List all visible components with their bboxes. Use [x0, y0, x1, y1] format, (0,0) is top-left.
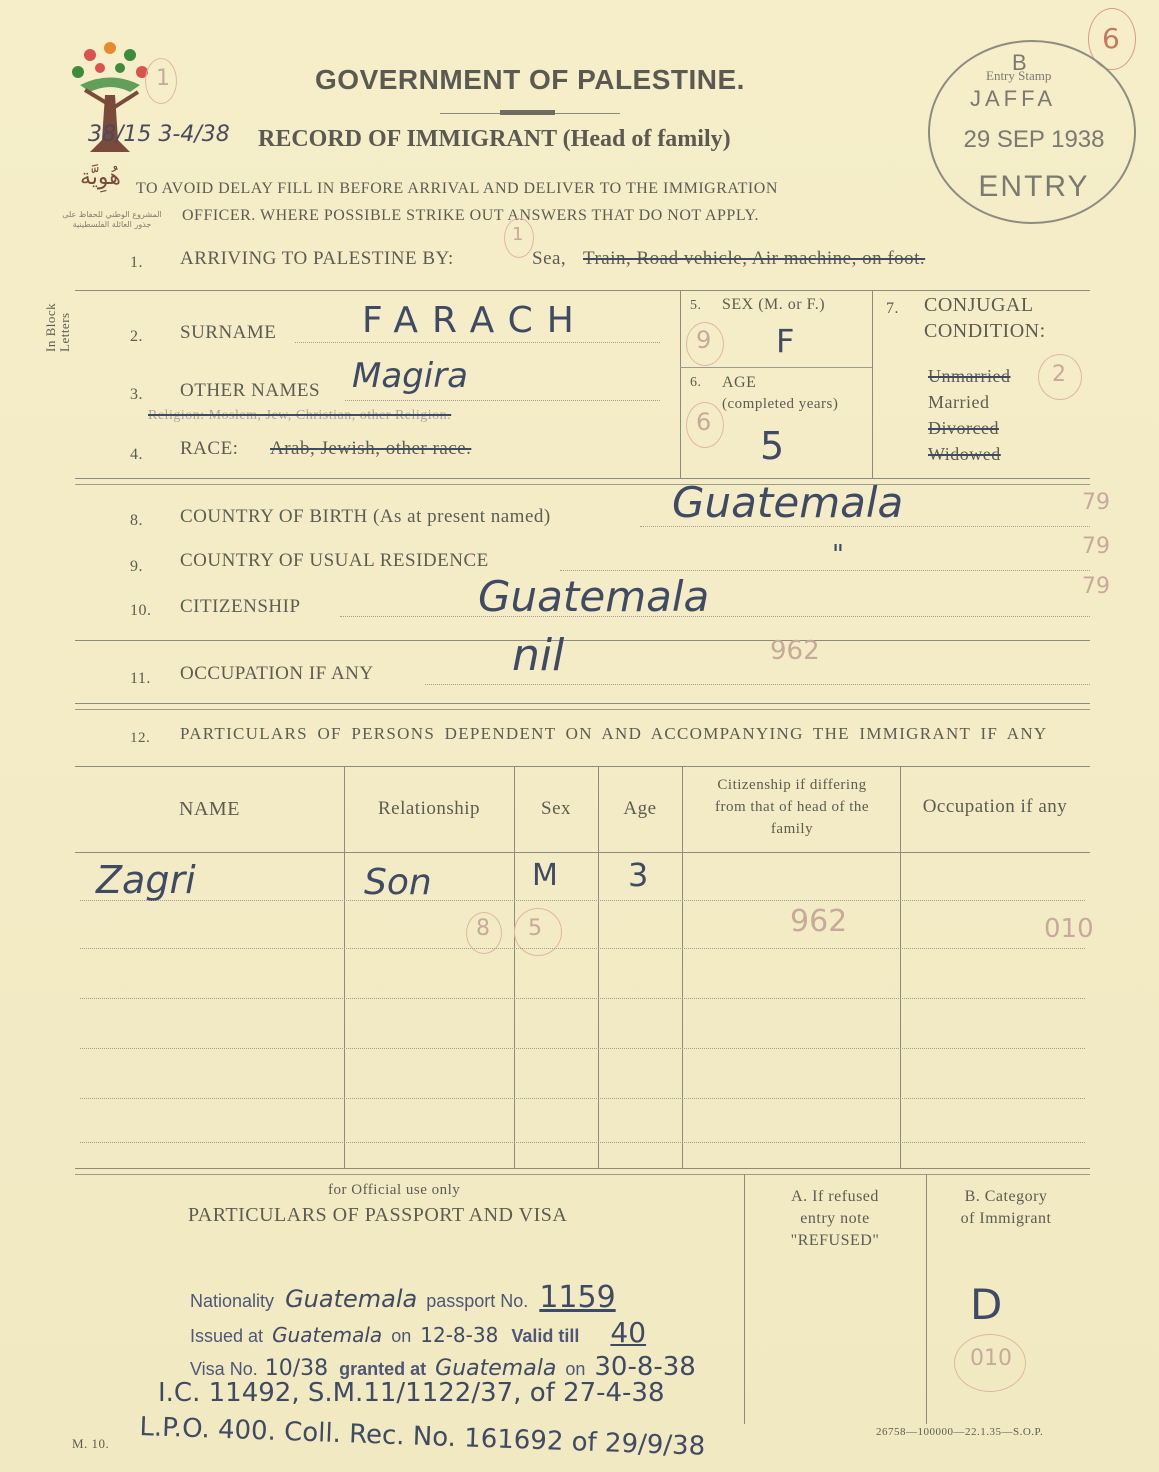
q11-line: [425, 684, 1090, 685]
q2-label: SURNAME: [180, 322, 277, 343]
entry-stamp: [928, 40, 1136, 224]
official-top-rule: [75, 1168, 1090, 1169]
col-a-line3: "REFUSED": [790, 1232, 880, 1249]
table-header-rule: [75, 852, 1090, 853]
category-value: D: [970, 1280, 1003, 1329]
table-row-line-1: [80, 900, 1085, 901]
occupation-value: nil: [512, 630, 565, 681]
conjugal-widowed: Widowed: [928, 444, 1001, 464]
visa-value: 10/38: [264, 1356, 329, 1381]
table-row-line-3: [80, 998, 1085, 999]
issued-row: [190, 1316, 646, 1349]
q4-struck: Arab, Jewish, other race.: [270, 438, 472, 459]
q5-pencil: 9: [696, 326, 712, 354]
table-col-3: [598, 766, 599, 1168]
visa-label: Visa No.: [190, 1359, 258, 1379]
valid-label: Valid till: [511, 1326, 580, 1346]
surname-value: FARACH: [362, 300, 588, 341]
circled-mark-text: 1: [156, 66, 170, 91]
rule-2: [75, 478, 1090, 479]
form-subtitle: RECORD OF IMMIGRANT (Head of family): [258, 126, 731, 152]
q9-pencil: 79: [1082, 534, 1110, 559]
table-col-5: [900, 766, 901, 1168]
table-header-sex: Sex: [541, 798, 571, 819]
granted-on-value: 30-8-38: [594, 1352, 696, 1382]
passport-label: passport No.: [426, 1291, 529, 1311]
official-title: PARTICULARS OF PASSPORT AND VISA: [188, 1204, 568, 1226]
q8-pencil: 79: [1082, 490, 1110, 515]
nationality-row: [190, 1280, 616, 1315]
q7-label-line1: CONJUGAL: [924, 294, 1034, 316]
rule-3: [75, 640, 1090, 641]
table-pencil-1: 8: [476, 916, 490, 941]
religion-line: Religion: Moslem, Jew, Christian, other Religion.: [148, 408, 452, 423]
rule-1: [75, 290, 1090, 291]
q3-line: [345, 400, 660, 401]
dependent-relationship: Son: [364, 862, 432, 903]
q1-struck: Train, Road vehicle, Air machine, on foot.: [583, 248, 926, 269]
col-b-line2: of Immigrant: [960, 1210, 1052, 1227]
logo-arabic-line1: المشروع الوطني للحفاظ على: [62, 210, 162, 219]
q10-pencil: 79: [1082, 574, 1110, 599]
table-header-relationship: Relationship: [377, 798, 481, 819]
table-pencil-3: 962: [790, 904, 848, 939]
conjugal-married: Married: [928, 392, 990, 412]
page-title: GOVERNMENT OF PALESTINE.: [315, 64, 745, 95]
table-row-line-2: [80, 948, 1085, 949]
table-top-rule: [75, 766, 1090, 767]
dependent-sex: M: [532, 858, 558, 893]
q6-label: AGE: [722, 374, 757, 391]
official-top-rule-b: [75, 1174, 1090, 1175]
issued-value: Guatemala: [272, 1323, 383, 1347]
nationality-label: Nationality: [190, 1291, 275, 1311]
table-row-line-4: [80, 1048, 1085, 1049]
col-b-line1: B. Category: [964, 1188, 1048, 1205]
table-col-4: [682, 766, 683, 1168]
print-code: 26758—100000—22.1.35—S.O.P.: [876, 1426, 1044, 1438]
q9-line: [560, 570, 1090, 571]
q1-number: 1.: [130, 254, 143, 271]
q6-pencil: 6: [696, 408, 712, 436]
category-pencil: 010: [970, 1346, 1012, 1371]
q6-sublabel: (completed years): [722, 396, 839, 412]
stamp-place: JAFFA: [970, 86, 1057, 111]
stamp-word: ENTRY: [978, 170, 1090, 203]
q7-pencil: 2: [1052, 362, 1066, 387]
q4-label: RACE:: [180, 438, 239, 459]
on-label: on: [391, 1326, 412, 1346]
block-letters-note: In Block Letters: [43, 302, 72, 352]
q10-number: 10.: [130, 602, 152, 619]
official-note: for Official use only: [328, 1182, 461, 1198]
q5-number: 5.: [690, 298, 702, 313]
title-rule-center: [500, 110, 555, 115]
q9-number: 9.: [130, 558, 143, 575]
stamp-date: 29 SEP 1938: [963, 126, 1105, 153]
handwritten-note-2: L.P.O. 400. Coll. Rec. No. 161692 of 29/9/38: [138, 1412, 706, 1462]
instructions-line1: TO AVOID DELAY FILL IN BEFORE ARRIVAL AND DELIVER TO THE IMMIGRATION: [136, 180, 778, 197]
granted-on-label: on: [565, 1359, 586, 1379]
q10-line: [340, 616, 1090, 617]
col-divider-1: [680, 290, 681, 478]
q8-number: 8.: [130, 512, 143, 529]
table-col-1: [344, 766, 345, 1168]
q2-line: [295, 342, 660, 343]
logo-arabic-line2: جذور العائلة الفلسطينية: [72, 220, 152, 229]
valid-value: 40: [610, 1316, 647, 1349]
instructions-line2: OFFICER. WHERE POSSIBLE STRIKE OUT ANSWERS THAT DO NOT APPLY.: [182, 207, 759, 224]
form-code: M. 10.: [72, 1436, 110, 1451]
q4-number: 4.: [130, 446, 143, 463]
q2-number: 2.: [130, 328, 143, 345]
page-number: 6: [1102, 22, 1120, 55]
table-col-2: [514, 766, 515, 1168]
conjugal-divorced: Divorced: [928, 418, 999, 438]
col-divider-2: [872, 290, 873, 478]
age-value: 5: [760, 424, 785, 468]
rule-4: [75, 703, 1090, 704]
table-row-line-6: [80, 1142, 1085, 1143]
dependent-age: 3: [628, 856, 649, 894]
other-names-value: Magira: [352, 356, 469, 396]
q7-number: 7.: [886, 300, 899, 317]
stamp-letter: B: [1012, 50, 1027, 75]
q7-label-line2: CONDITION:: [924, 320, 1046, 342]
col-a-line1: A. If refused: [791, 1188, 879, 1205]
col-a-line2: entry note: [800, 1210, 870, 1227]
citizenship-value: Guatemala: [478, 572, 710, 621]
dependent-name: Zagri: [96, 858, 196, 902]
age-divider: [680, 367, 872, 368]
rule-2b: [75, 484, 1090, 485]
conjugal-unmarried: Unmarried: [928, 366, 1011, 386]
granted-label: granted at: [339, 1359, 427, 1379]
q3-label: OTHER NAMES: [180, 380, 321, 401]
table-header-citizenship: Citizenship if differing from that of head of the family: [714, 777, 870, 837]
q10-label: CITIZENSHIP: [180, 596, 301, 617]
q1-label: ARRIVING TO PALESTINE BY:: [180, 248, 454, 269]
handwritten-note-1: I.C. 11492, S.M.11/1122/37, of 27-4-38: [158, 1378, 665, 1408]
q1-kept: Sea,: [532, 248, 567, 269]
table-header-age: Age: [623, 798, 657, 819]
table-pencil-2: 5: [528, 916, 542, 941]
passport-value: 1159: [539, 1280, 616, 1315]
rule-4b: [75, 709, 1090, 710]
q1-pencil: 1: [512, 224, 524, 245]
q9-label: COUNTRY OF USUAL RESIDENCE: [180, 550, 489, 571]
table-header-occupation: Occupation if any: [922, 796, 1068, 817]
q8-label: COUNTRY OF BIRTH (As at present named): [180, 506, 551, 527]
q12-label: PARTICULARS OF PERSONS DEPENDENT ON AND ACCOMPANYING THE IMMIGRANT IF ANY: [180, 724, 1048, 743]
nationality-value: Guatemala: [285, 1285, 418, 1313]
q6-number: 6.: [690, 375, 702, 390]
table-pencil-4: 010: [1044, 914, 1094, 944]
logo-arabic-name: هُوِيَّة: [80, 165, 121, 190]
q3-number: 3.: [130, 386, 143, 403]
handwritten-reference: 38/15 3-4/38: [88, 122, 230, 147]
sex-value: F: [776, 322, 795, 360]
table-header-name: NAME: [179, 798, 240, 820]
q11-label: OCCUPATION IF ANY: [180, 663, 374, 684]
q11-number: 11.: [130, 670, 151, 687]
table-row-line-5: [80, 1098, 1085, 1099]
on-value: 12-8-38: [420, 1323, 499, 1347]
stamp-top-text: Entry Stamp: [986, 68, 1052, 83]
residence-value: ": [832, 540, 844, 570]
granted-value: Guatemala: [435, 1356, 557, 1381]
q5-label: SEX (M. or F.): [722, 296, 826, 313]
q11-pencil: 962: [770, 636, 820, 666]
issued-label: Issued at: [190, 1326, 264, 1346]
q12-number: 12.: [130, 730, 151, 746]
birth-country-value: Guatemala: [672, 478, 904, 527]
